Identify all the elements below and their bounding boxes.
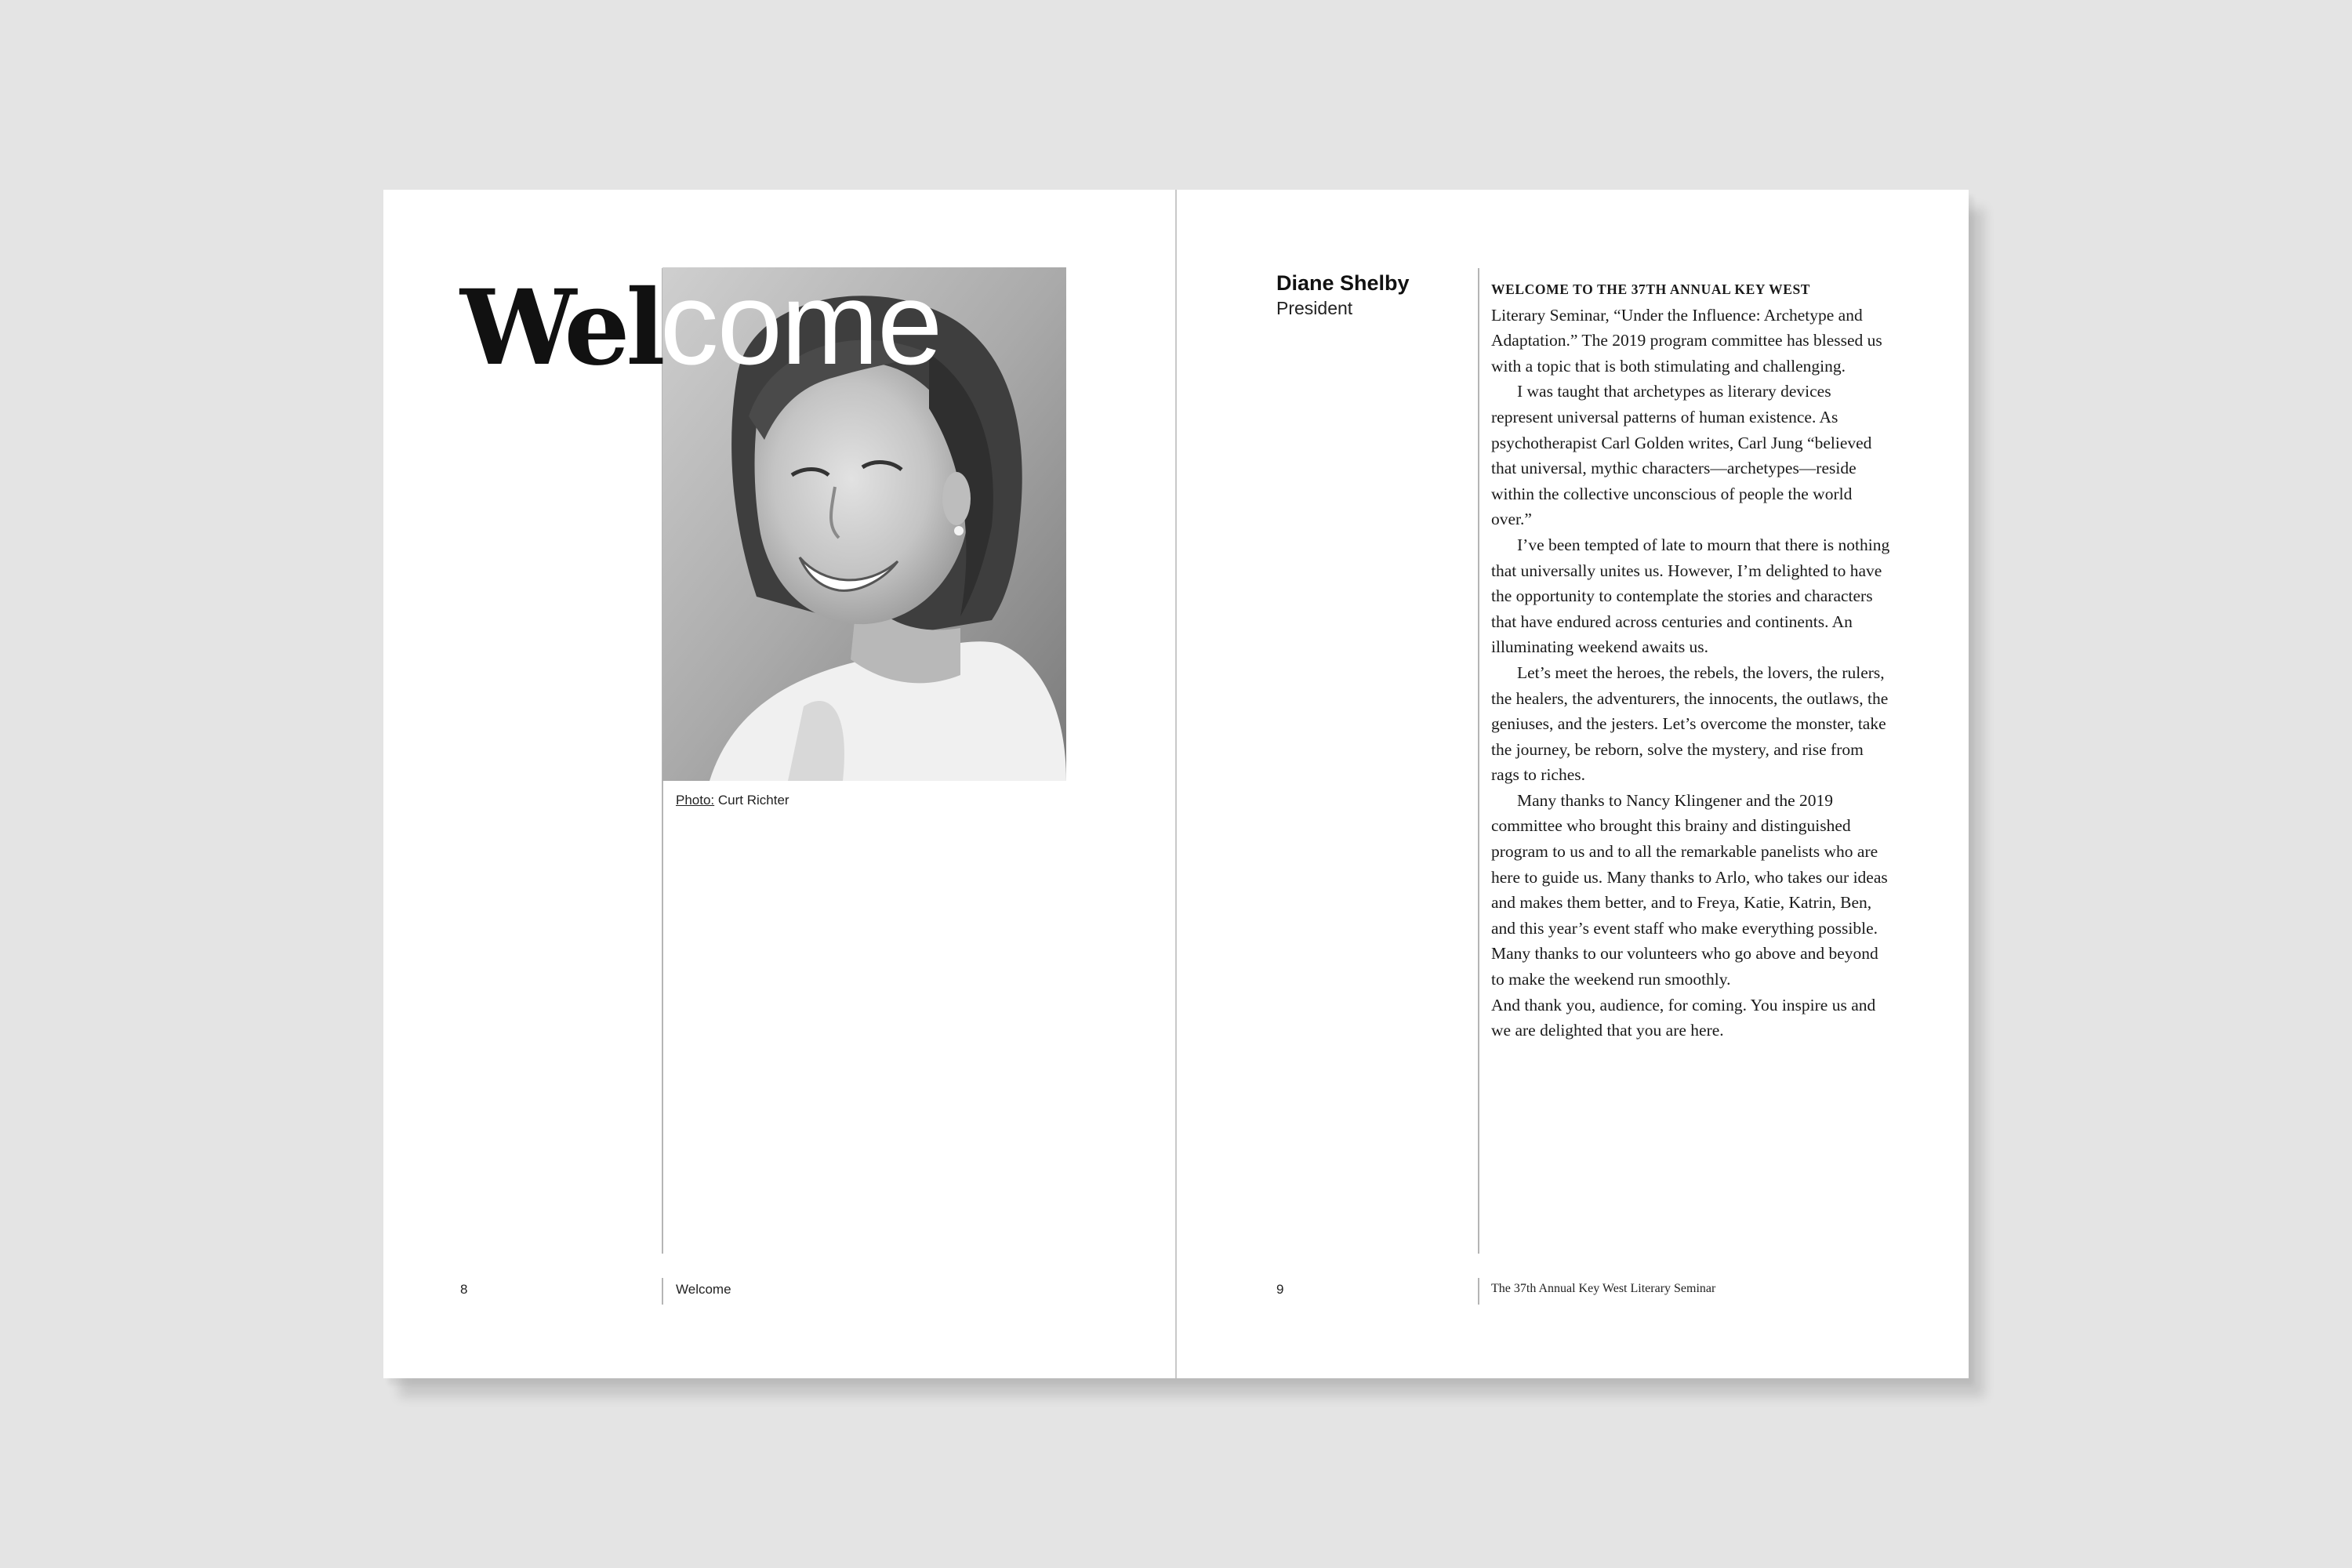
title-part-serif: Wel [460, 267, 662, 389]
right-footer-rule [1478, 1278, 1479, 1305]
welcome-letter [1491, 276, 1891, 1044]
section-footer-right: The 37th Annual Key West Literary Seminar [1491, 1282, 1716, 1295]
title-part-sans: come [659, 257, 942, 389]
letter-paragraph: Let’s meet the heroes, the rebels, the lovers, the rulers, the healers, the adventurers, the innocents, the outlaws, the geniuses, and the jesters. Let’s overcome the monster, take the journey, be reborn, solve the mystery, and rise from rags to riches. [1491, 662, 1889, 785]
photo-caption [676, 793, 789, 808]
right-column-rule [1478, 268, 1479, 1254]
author-name: Diane Shelby [1276, 271, 1410, 295]
letter-paragraph: And thank you, audience, for coming. You inspire us and we are delighted that you are here. [1491, 995, 1876, 1040]
lead-caps: WELCOME TO THE 37TH ANNUAL KEY WEST [1491, 281, 1811, 297]
author-role: President [1276, 298, 1353, 318]
photo-caption-credit: Curt Richter [717, 793, 789, 808]
right-page [1176, 190, 1969, 1378]
page-number-right: 9 [1276, 1282, 1284, 1297]
photo-caption-label: Photo: [676, 793, 715, 808]
left-footer-rule [662, 1278, 663, 1305]
booklet-spread [383, 190, 1969, 1378]
welcome-title [460, 257, 942, 397]
letter-paragraph: Many thanks to Nancy Klingener and the 2019 committee who brought this brainy and distinguished program to us and to all the remarkable panelists who are here to guide us. Many thanks to Arlo, who takes our ideas and makes them better, and to Freya, Katie, Katrin, Ben, and this year’s event staff who make everything possible. Many thanks to our volunteers who go above and beyond to make the weekend run smoothly. [1491, 790, 1888, 989]
paragraph-text: Literary Seminar, “Under the Influence: Archetype and Adaptation.” The 2019 program committee has blessed us with a topic that is both stimulating and challenging. [1491, 305, 1882, 376]
letter-paragraph: I was taught that archetypes as literary devices represent universal patterns of human existence. As psychotherapist Carl Golden writes, Carl Jung “believed that universal, mythic characters—archetypes—reside within the collective unconscious of people the world over.” [1491, 382, 1872, 529]
letter-paragraph [1491, 276, 1891, 379]
left-page [383, 190, 1176, 1378]
letter-paragraph: I’ve been tempted of late to mourn that there is nothing that universally unites us. However, I’m delighted to have the opportunity to contemplate the stories and characters that have endured across centuries and continents. An illuminating weekend awaits us. [1491, 535, 1890, 657]
page-number-left: 8 [460, 1282, 468, 1297]
section-footer-left: Welcome [676, 1282, 731, 1297]
